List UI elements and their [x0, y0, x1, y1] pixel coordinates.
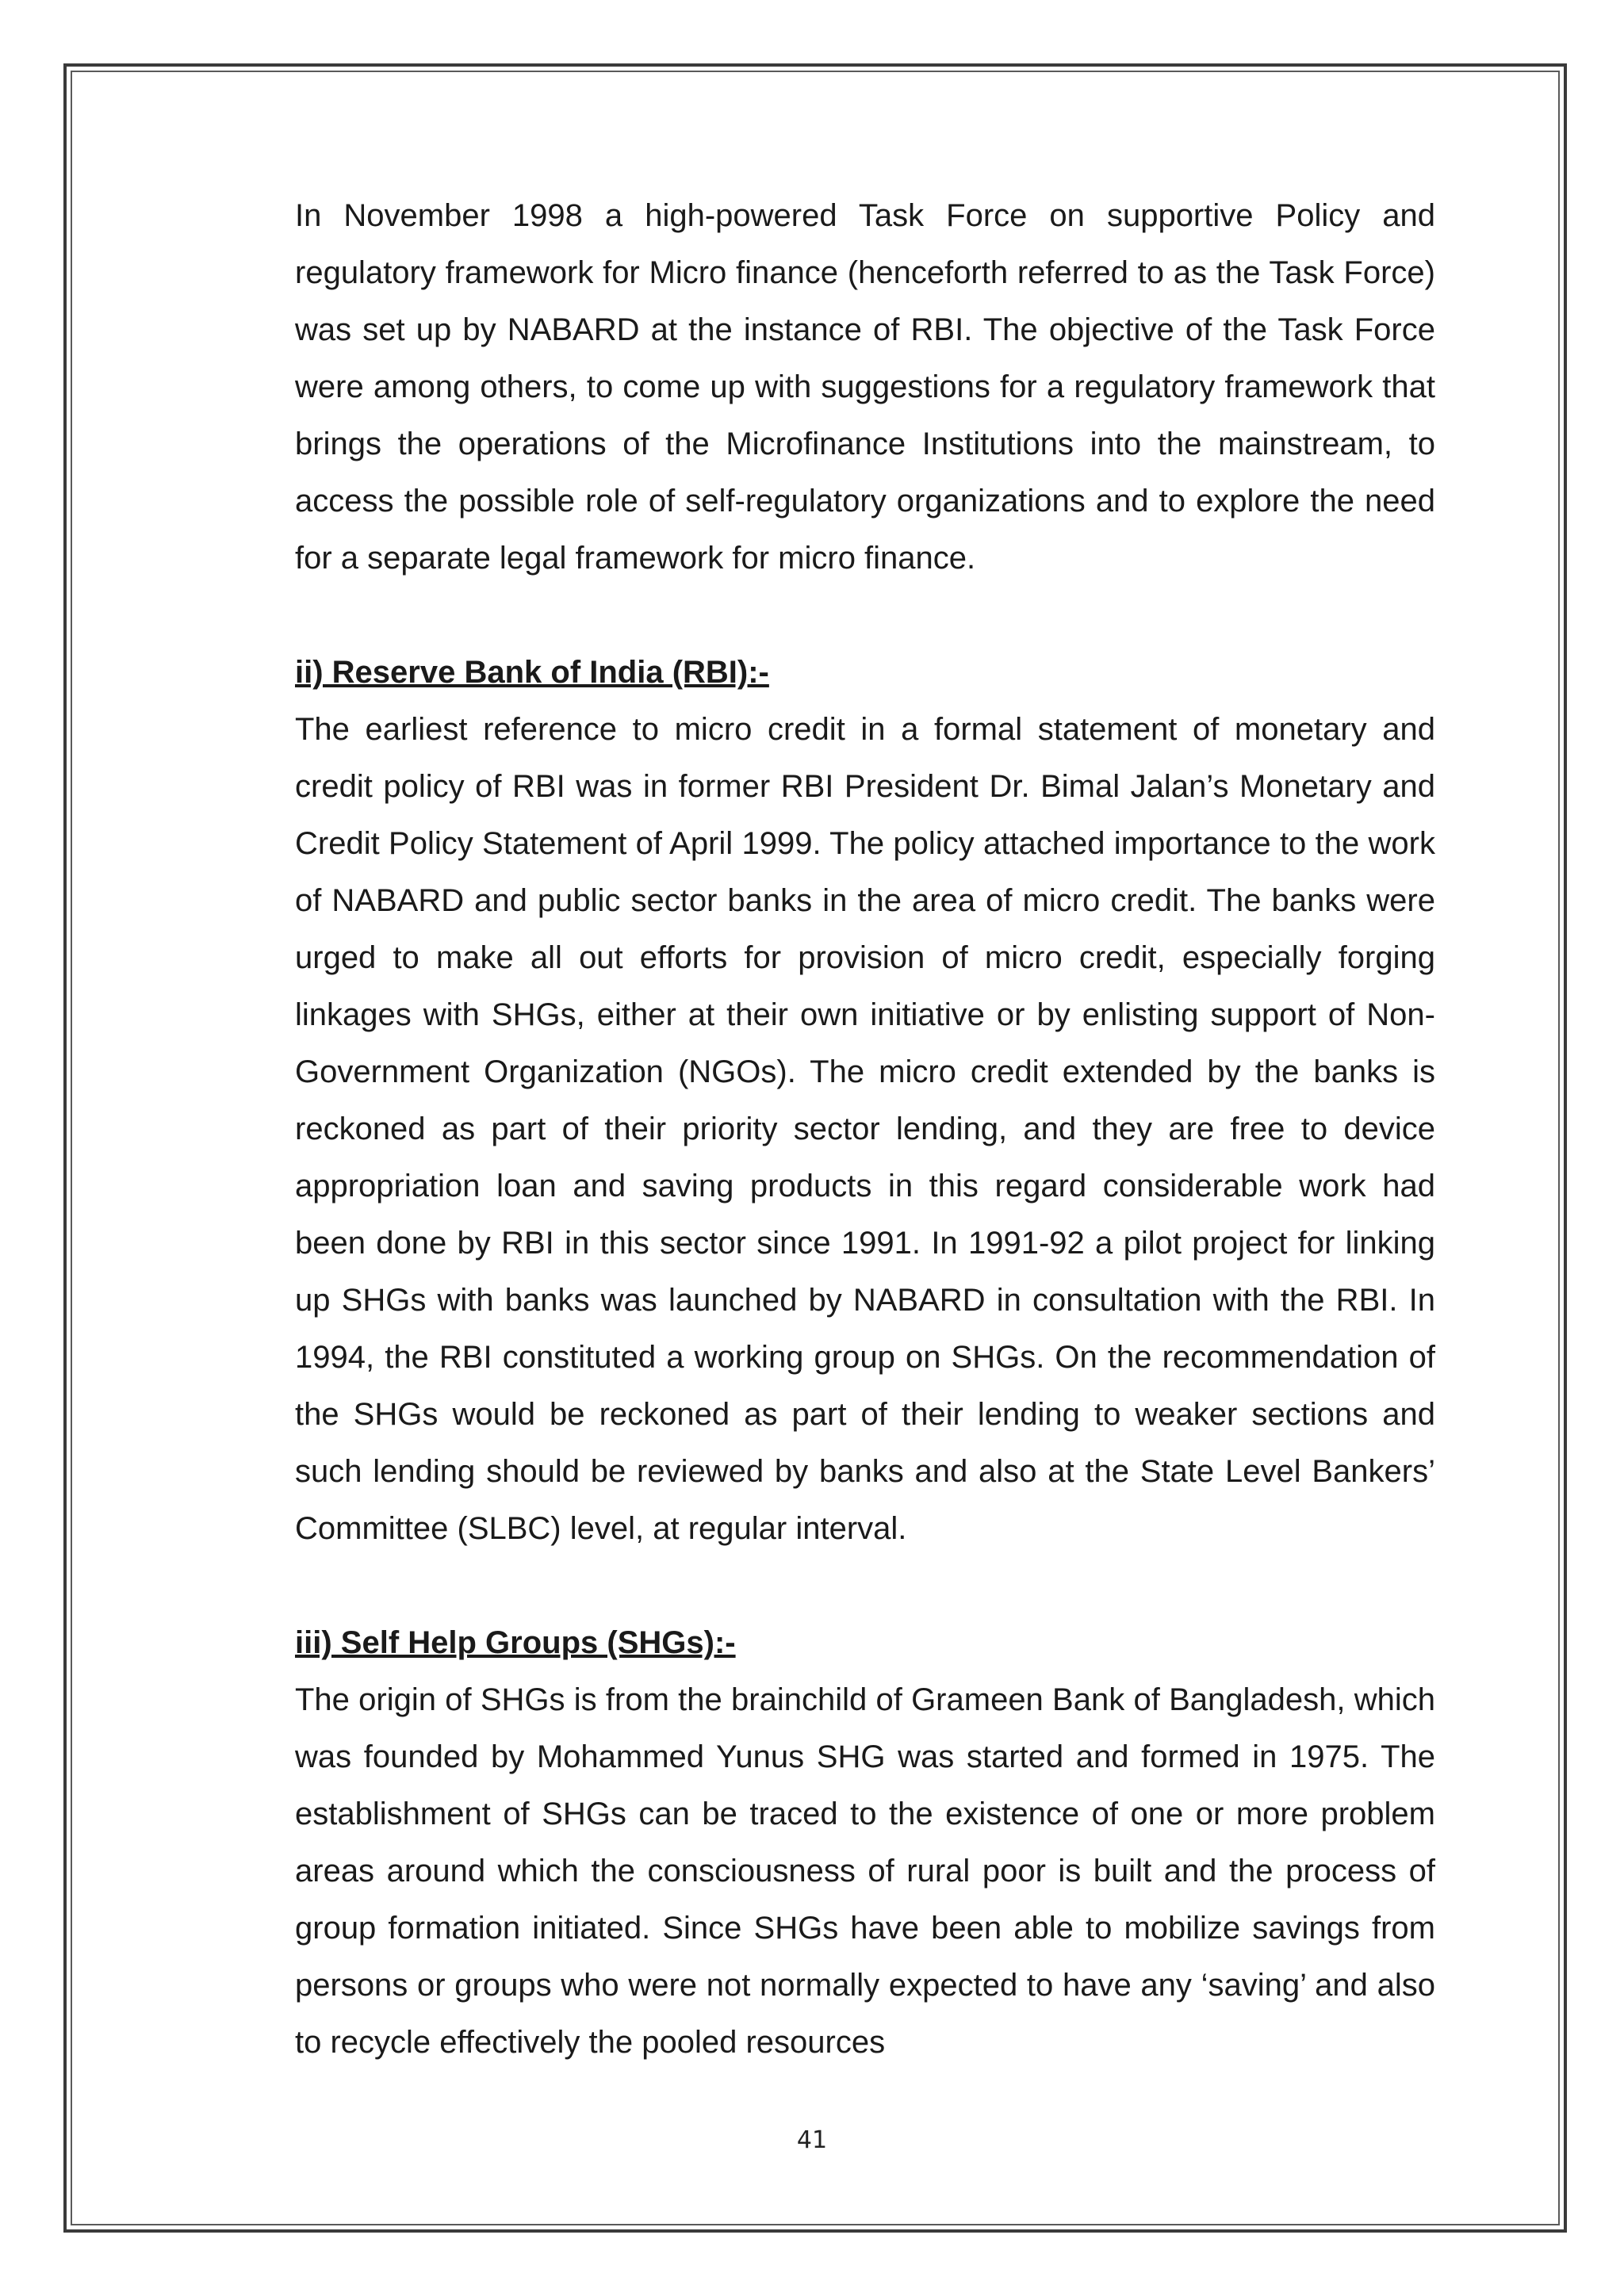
- paragraph-spacer: [295, 1557, 1435, 1614]
- document-body: [295, 187, 1435, 2071]
- paragraph-shgs: The origin of SHGs is from the brainchild of Grameen Bank of Bangladesh, which was founded by Mohammed Yunus SHG was started and formed in 1975. The establishment of SHGs can be traced to the existence of one or more problem areas around which the consciousness of rural poor is built and the process of group formation initiated. Since SHGs have been able to mobilize savings from persons or groups who were not normally expected to have any ‘saving’ and also to recycle effectively the pooled resources: [295, 1682, 1435, 2060]
- paragraph-rbi: The earliest reference to micro credit in a formal statement of monetary and credit policy of RBI was in former RBI President Dr. Bimal Jalan’s Monetary and Credit Policy Statement of April 1999. The policy attached importance to the work of NABARD and public sector banks in the area of micro credit. The banks were urged to make all out efforts for provision of micro credit, especially forging linkages with SHGs, either at their own initiative or by enlisting support of Non- Government Organization (NGOs). The micro credit extended by the banks is reckoned as part of their priority sector lending, and they are free to device appropriation loan and saving products in this regard considerable work had been done by RBI in this sector since 1991. In 1991-92 a pilot project for linking up SHGs with banks was launched by NABARD in consultation with the RBI. In 1994, the RBI constituted a working group on SHGs. On the recommendation of the SHGs would be reckoned as part of their lending to weaker sections and such lending should be reviewed by banks and also at the State Level Bankers’ Committee (SLBC) level, at regular interval.: [295, 712, 1435, 1546]
- section-heading-shgs: iii) Self Help Groups (SHGs):-: [295, 1625, 736, 1660]
- paragraph-task-force: In November 1998 a high-powered Task Force on supportive Policy and regulatory framework for Micro finance (henceforth referred to as the Task Force) was set up by NABARD at the instance of RBI. The objective of the Task Force were among others, to come up with suggestions for a regulatory framework that brings the operations of the Microfinance Institutions into the mainstream, to access the possible role of self-regulatory organizations and to explore the need for a separate legal framework for micro finance.: [295, 198, 1435, 576]
- section-heading-rbi: ii) Reserve Bank of India (RBI):-: [295, 655, 769, 690]
- paragraph-spacer: [295, 587, 1435, 644]
- page-number: 41: [796, 2126, 828, 2154]
